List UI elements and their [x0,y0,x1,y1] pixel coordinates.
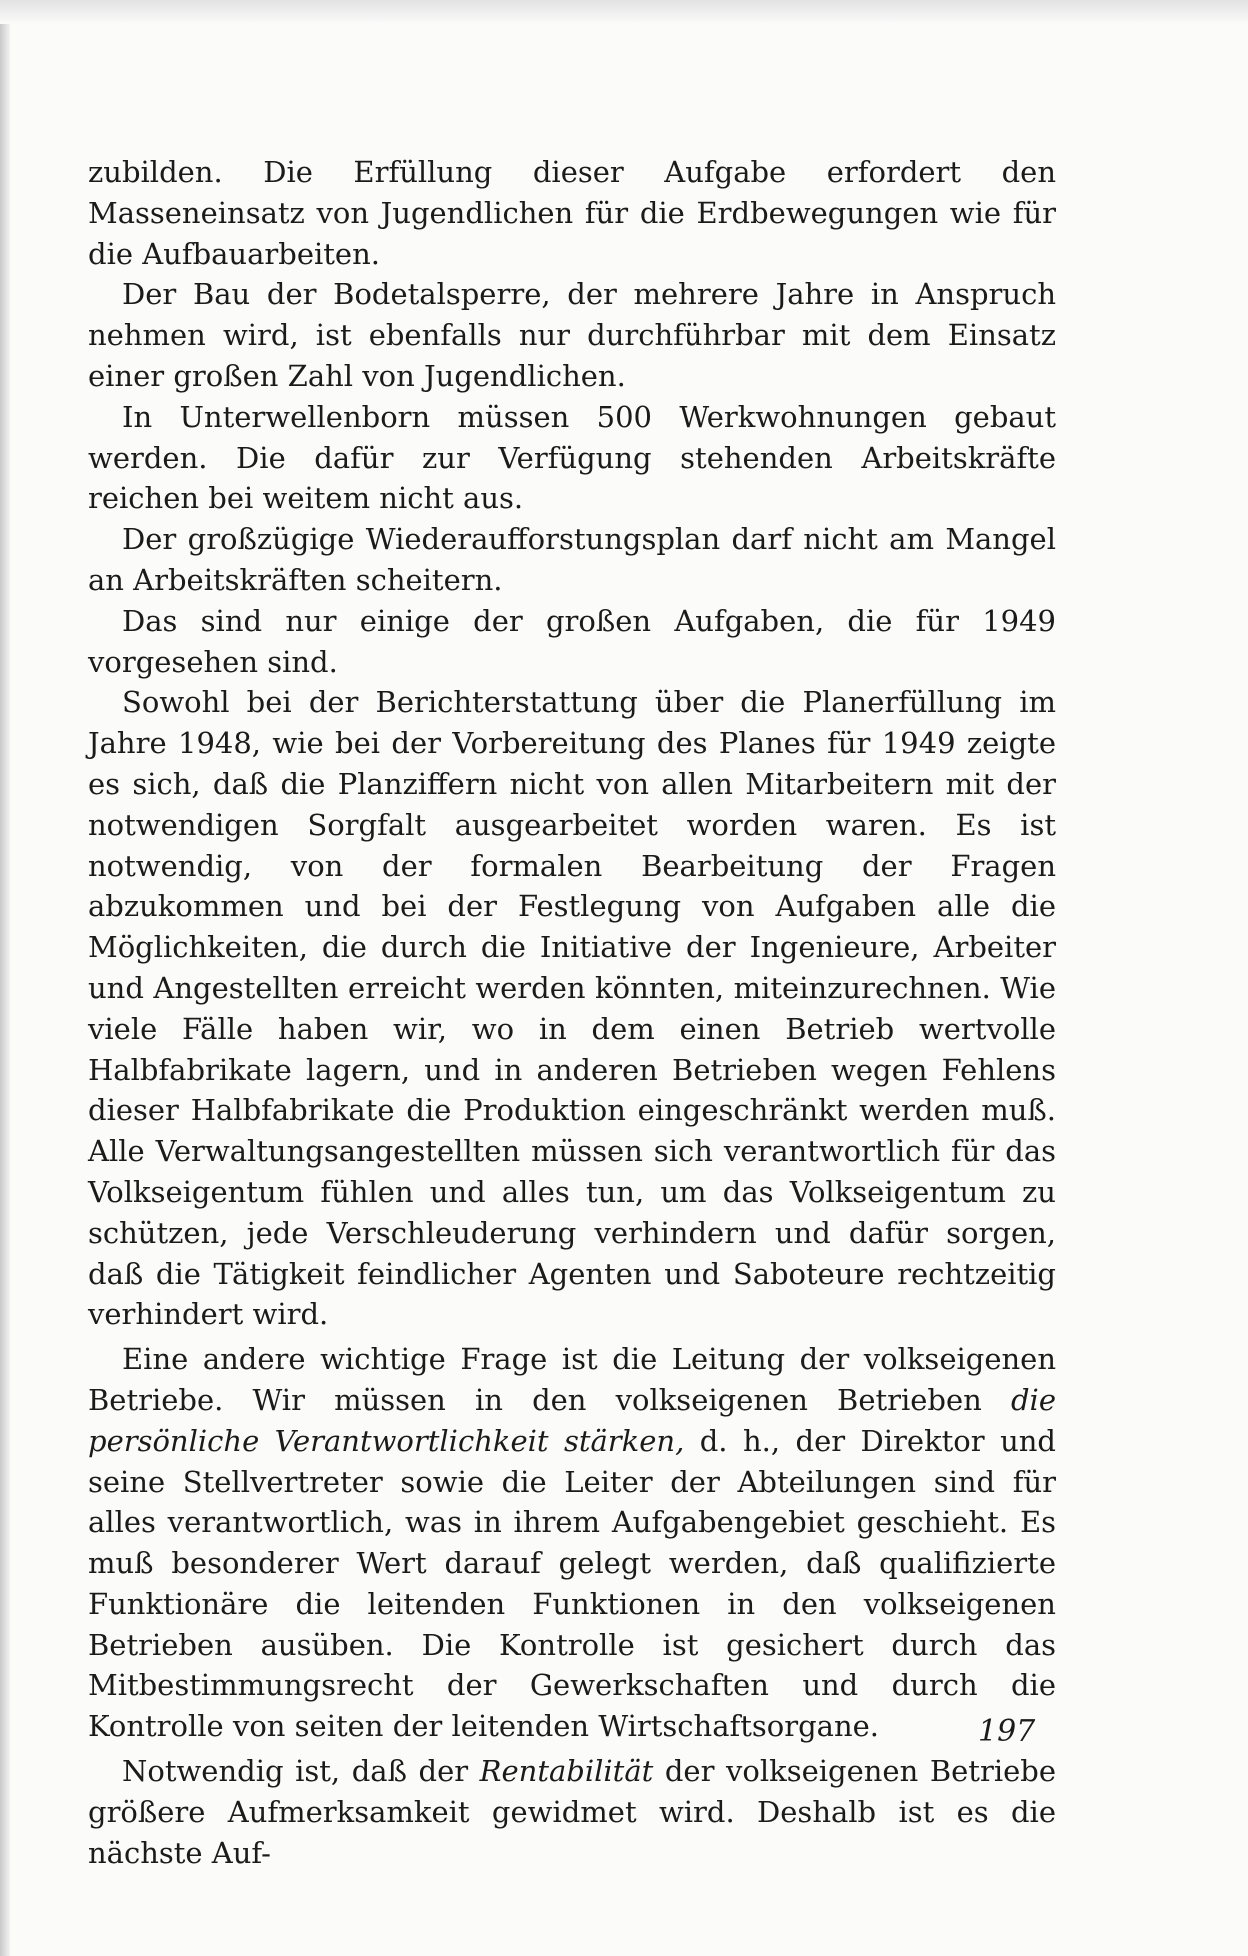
paragraph-6 [88,682,1056,1335]
paragraph-text: Das sind nur einige der großen Aufgaben, die für 1949 vorgesehen sind. [88,603,1056,679]
emphasis-text: die persönliche Verantwortlichkeit stärken, [88,1382,1056,1458]
paragraph-3 [88,397,1056,519]
paragraph-text: Sowohl bei der Berichterstattung über die Planerfüllung im Jahre 1948, wie bei der Vorbereitung des Planes für 1949 zeigte es sich, daß die Planziffern nicht von allen Mitarbeitern mit der notwendigen Sorgfalt ausgearbeitet worden waren. Es ist notwendig, von der formalen Bearbeitung der Fragen abzukommen und bei der Festlegung von Aufgaben alle die Möglichkeiten, die durch die Initiative der Ingenieure, Arbeiter und Angestellten erreicht werden könnten, miteinzurechnen. Wie viele Fälle haben wir, wo in dem einen Betrieb wertvolle Halbfabrikate lagern, und in anderen Betrieben wegen Fehlens dieser Halbfabrikate die Produktion eingeschränkt werden muß. Alle Verwaltungsangestellten müssen sich verantwortlich für das Volkseigentum fühlen und alles tun, um das Volkseigentum zu schützen, jede Verschleuderung verhindern und dafür sorgen, daß die Tätigkeit feindlicher Agenten und Saboteure rechtzeitig verhindert wird. [88,685,1056,1332]
paragraph-8 [88,1751,1056,1873]
paragraph-2 [88,274,1056,396]
paragraph-text: Notwendig ist, daß der [122,1754,480,1789]
paragraph-5 [88,601,1056,683]
body-text [88,152,1056,1873]
paragraph-text: d. h., der Direktor und seine Stellvertreter sowie die Leiter der Abteilungen sind für alles verantwortlich, was in ihrem Aufgabengebiet geschieht. Es muß besonderer Wert darauf gelegt werden, daß qualifizierte Funktionäre die leitenden Funktionen in den volkseigenen Betrieben ausüben. Die Kontrolle ist gesichert durch das Mitbestimmungsrecht der Gewerkschaften und durch die Kontrolle von seiten der leitenden Wirtschaftsorgane. [88,1423,1056,1744]
scan-edge-shadow [0,0,10,1956]
paragraph-1 [88,152,1056,274]
paragraph-text: Der großzügige Wiederaufforstungsplan darf nicht am Mangel an Arbeitskräften scheitern. [88,522,1056,597]
emphasis-text: Rentabilität [479,1754,654,1789]
paragraph-text: Eine andere wichtige Frage ist die Leitung der volkseigenen Betriebe. Wir müssen in den volkseigenen Betrieben [88,1342,1056,1417]
paragraph-text: zubilden. Die Erfüllung dieser Aufgabe erfordert den Masseneinsatz von Jugendlichen für die Erdbewegungen wie für die Aufbauarbeiten. [88,155,1056,271]
paragraph-4 [88,519,1056,601]
page-number: 197 [978,1714,1036,1749]
scan-top-shadow [0,0,1248,24]
paragraph-text: In Unterwellenborn müssen 500 Werkwohnungen gebaut werden. Die dafür zur Verfügung stehenden Arbeitskräfte reichen bei weitem nicht aus. [88,399,1056,516]
paragraph-text: der volkseigenen Betriebe größere Aufmerksamkeit gewidmet wird. Deshalb ist es die nächste Auf- [88,1754,1056,1870]
paragraph-7 [88,1339,1056,1747]
paragraph-text: Der Bau der Bodetalsperre, der mehrere Jahre in Anspruch nehmen wird, ist ebenfalls nur durchführbar mit dem Einsatz einer großen Zahl von Jugendlichen. [88,277,1056,393]
